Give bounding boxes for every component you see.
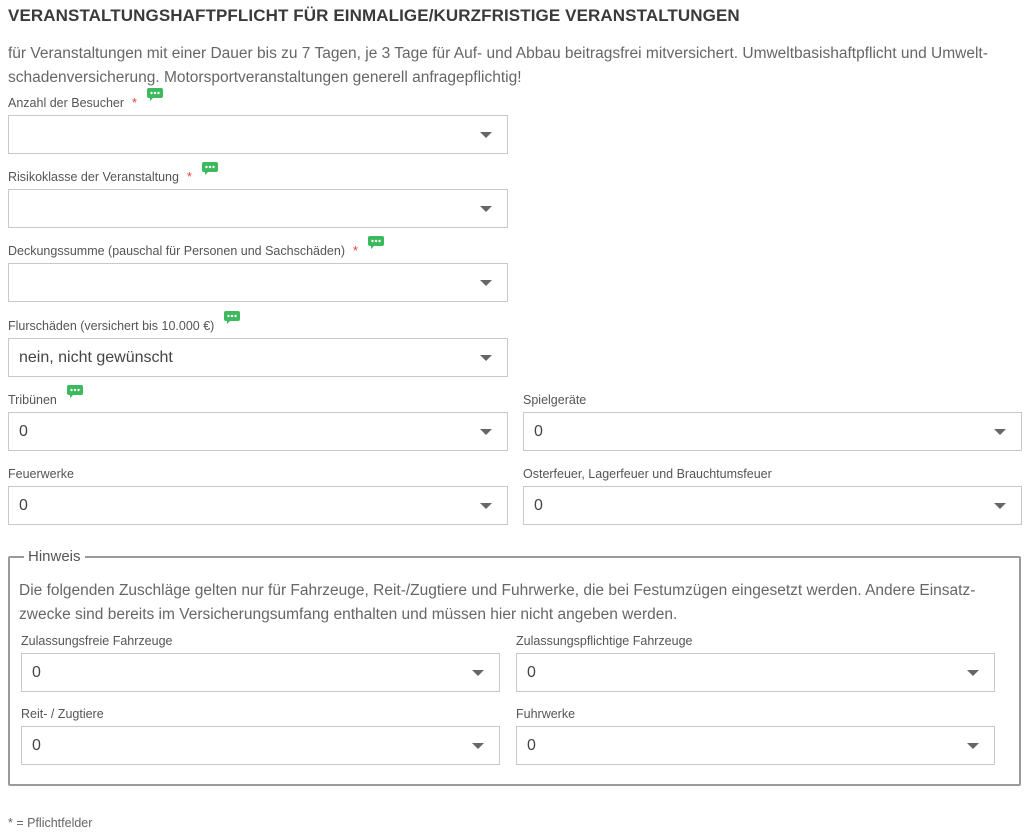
field-label: Zulassungsfreie Fahrzeuge bbox=[21, 634, 173, 648]
zulassungspflichtig-select[interactable]: 0 bbox=[516, 653, 995, 692]
besucher-select[interactable] bbox=[8, 115, 508, 154]
chevron-down-icon bbox=[480, 280, 492, 286]
field-label: Anzahl der Besucher bbox=[8, 96, 125, 110]
field-zugtiere bbox=[21, 706, 500, 765]
chevron-down-icon bbox=[480, 132, 492, 138]
field-label: Osterfeuer, Lagerfeuer und Brauchtumsfeuer bbox=[523, 467, 772, 481]
chevron-down-icon bbox=[994, 429, 1006, 435]
info-chat-icon[interactable] bbox=[224, 311, 240, 323]
info-chat-icon[interactable] bbox=[67, 385, 83, 397]
chevron-down-icon bbox=[472, 743, 484, 749]
field-label: Tribünen bbox=[8, 393, 57, 407]
required-marker: * bbox=[353, 244, 358, 258]
field-feuerwerke bbox=[8, 466, 508, 525]
chevron-down-icon bbox=[480, 503, 492, 509]
zulassungsfrei-select[interactable]: 0 bbox=[21, 653, 500, 692]
field-label: Feuerwerke bbox=[8, 467, 74, 481]
field-besucher bbox=[8, 95, 508, 154]
field-flurschaeden bbox=[8, 318, 508, 377]
required-footnote: * = Pflichtfelder bbox=[8, 816, 93, 830]
field-label: Deckungssumme (pauschal für Personen und Sachschäden) bbox=[8, 244, 345, 258]
required-marker: * bbox=[186, 170, 192, 184]
deckungssumme-select[interactable] bbox=[8, 263, 508, 302]
flurschaeden-select[interactable]: nein, nicht gewünscht bbox=[8, 338, 508, 377]
info-chat-icon[interactable] bbox=[368, 236, 384, 248]
page-title: VERANSTALTUNGSHAFTPFLICHT FÜR EINMALIGE/KURZFRISTIGE VERANSTALTUNGEN bbox=[8, 6, 740, 25]
field-osterfeuer bbox=[523, 466, 1022, 525]
zugtiere-select[interactable]: 0 bbox=[21, 726, 500, 765]
chevron-down-icon bbox=[480, 429, 492, 435]
field-deckungssumme bbox=[8, 243, 508, 302]
field-label: Spielgeräte bbox=[523, 393, 587, 407]
chevron-down-icon bbox=[472, 670, 484, 676]
feuerwerke-select[interactable]: 0 bbox=[8, 486, 508, 525]
tribuenen-select[interactable]: 0 bbox=[8, 412, 508, 451]
field-zulassungsfrei bbox=[21, 633, 500, 692]
osterfeuer-select[interactable]: 0 bbox=[523, 486, 1022, 525]
field-label: Flurschäden (versichert bis 10.000 €) bbox=[8, 319, 215, 333]
intro-text: für Veranstaltungen mit einer Dauer bis zu 7 Tagen, je 3 Tage für Auf- und Abbau beitragsfrei mitversichert. Umweltbasishaftpflicht und Umwelt- schadenversicherung. Motorsportveranstaltungen generell anfragepflichtig! bbox=[8, 45, 988, 86]
field-spielgeraete bbox=[523, 392, 1022, 451]
chevron-down-icon bbox=[994, 503, 1006, 509]
info-chat-icon[interactable] bbox=[147, 88, 163, 100]
chevron-down-icon bbox=[480, 355, 492, 361]
info-chat-icon[interactable] bbox=[202, 162, 218, 174]
field-risikoklasse bbox=[8, 169, 508, 228]
field-label: Reit- / Zugtiere bbox=[21, 707, 104, 721]
hinweis-legend: Hinweis bbox=[28, 548, 81, 565]
chevron-down-icon bbox=[967, 670, 979, 676]
field-fuhrwerke bbox=[516, 706, 995, 765]
field-label: Fuhrwerke bbox=[516, 707, 576, 721]
required-marker: * bbox=[132, 96, 137, 110]
fuhrwerke-select[interactable]: 0 bbox=[516, 726, 995, 765]
field-zulassungspflichtig bbox=[516, 633, 995, 692]
field-tribuenen bbox=[8, 392, 508, 451]
chevron-down-icon bbox=[480, 206, 492, 212]
chevron-down-icon bbox=[967, 743, 979, 749]
field-label: Zulassungspflichtige Fahrzeuge bbox=[516, 634, 693, 648]
risikoklasse-select[interactable] bbox=[8, 189, 508, 228]
hinweis-text: Die folgenden Zuschläge gelten nur für Fahrzeuge, Reit-/Zugtiere und Fuhrwerke, die bei Festumzügen eingesetzt werden. Andere Einsatz- zwecke sind bereits im Versicherungsumfang enthalten und müssen hier nicht angeben werden. bbox=[19, 582, 976, 623]
spielgeraete-select[interactable]: 0 bbox=[523, 412, 1022, 451]
field-label: Risikoklasse der Veranstaltung bbox=[8, 170, 179, 184]
